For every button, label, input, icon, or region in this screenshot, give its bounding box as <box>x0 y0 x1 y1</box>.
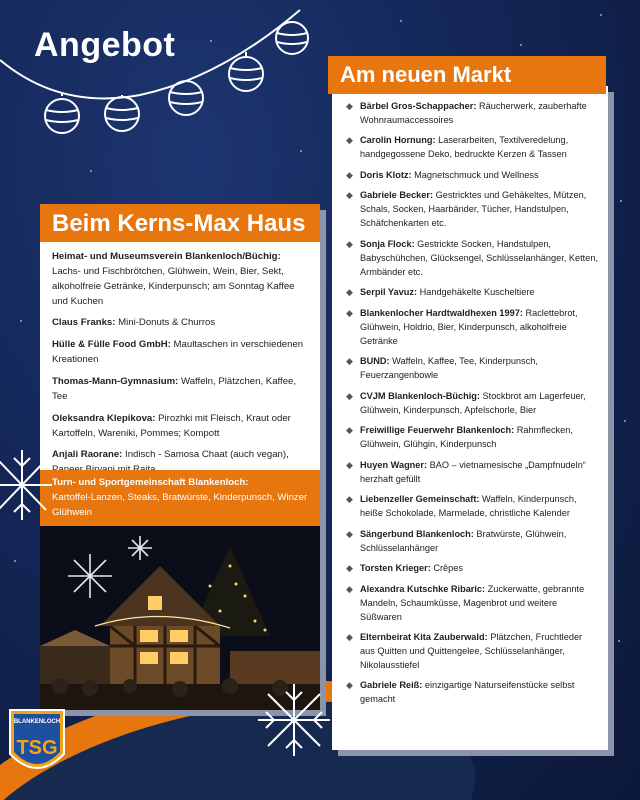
list-item <box>340 631 598 673</box>
list-item <box>340 307 598 349</box>
vendor-offer: Kartoffel-Lanzen, Steaks, Bratwürste, Kinderpunsch, Winzer Glühwein <box>52 491 308 518</box>
vendor-offer: Pirozhki mit Fleisch, Kraut oder Kartoffeln, Wareniki, Pommes; Kompott <box>52 412 291 439</box>
bullet-icon: ◆ <box>346 190 353 201</box>
vendor-name: Huyen Wagner: <box>360 459 428 470</box>
list-item <box>52 338 308 368</box>
logo-letters: TSG <box>16 737 58 759</box>
vendor-offer: Crêpes <box>430 563 463 574</box>
bauble-icon <box>105 97 139 131</box>
list-item <box>340 459 598 487</box>
snowflake-icon <box>254 680 334 760</box>
bullet-icon: ◆ <box>346 287 353 298</box>
vendor-offer: Handgehäkelte Kuscheltiere <box>417 287 535 298</box>
bullet-icon: ◆ <box>346 563 353 574</box>
highlight-entry <box>40 470 320 526</box>
bullet-icon: ◆ <box>346 680 353 691</box>
vendor-name: Elternbeirat Kita Zauberwald: <box>360 632 488 643</box>
vendor-offer: Raclettebrot, Glühwein, Holdrio, Bier, Kinderpunsch, alkoholfreie Getränke <box>360 307 578 346</box>
vendor-offer: Indisch - Samosa Chaat (auch vegan), <box>125 449 289 461</box>
vendor-name: Doris Klotz: <box>360 169 412 180</box>
vendor-offer: Magnetschmuck und Wellness <box>411 169 539 180</box>
vendor-name: CVJM Blankenloch-Büchig: <box>360 390 480 401</box>
vendor-name: Serpil Yavuz: <box>360 287 418 298</box>
vendor-name: Gabriele Becker: <box>360 190 434 201</box>
vendor-name: Freiwillige Feuerwehr Blankenloch: <box>360 425 515 436</box>
snowflake-icon <box>0 440 60 530</box>
bauble-icon <box>169 81 203 115</box>
vendor-name: Anjali Raorane: <box>52 449 123 461</box>
list-item <box>340 562 598 576</box>
list-item <box>340 189 598 231</box>
list-item <box>340 238 598 280</box>
list-item <box>52 316 308 331</box>
tsg-logo <box>6 704 68 784</box>
vendor-offer: Rahmflecken, Glühwein, Glühgin, Kinderpunsch <box>360 425 573 450</box>
vendor-name: Oleksandra Klepikova: <box>52 412 156 424</box>
list-item <box>340 528 598 556</box>
vendor-offer: Waffeln, Kinderpunsch, heiße Schokolade, Marmelade, christliche Kalender <box>360 494 577 519</box>
list-item <box>340 493 598 521</box>
bullet-icon: ◆ <box>346 425 353 436</box>
list-item <box>340 100 598 128</box>
bullet-icon: ◆ <box>346 459 353 470</box>
vendor-name: Hülle & Fülle Food GmbH: <box>52 339 171 351</box>
bullet-icon: ◆ <box>346 632 353 643</box>
vendor-name: Carolin Hornung: <box>360 135 436 146</box>
list-item <box>340 286 598 300</box>
list-item <box>340 679 598 707</box>
list-item <box>340 390 598 418</box>
vendor-offer: Bratwürste, Glühwein, Schlüsselanhänger <box>360 528 567 553</box>
list-item <box>52 412 308 442</box>
list-item <box>340 169 598 183</box>
left-panel <box>40 204 320 710</box>
vendor-offer: Räucherwerk, zauberhafte Wohnraumaccessoires <box>360 101 587 125</box>
logo-arc-text: BLANKENLOCH <box>13 719 61 725</box>
vendor-offer: einzigartige Naturseifenstücke selbst gemacht <box>360 680 575 705</box>
bullet-icon: ◆ <box>346 390 353 401</box>
vendor-offer: Mini-Donuts & Churros <box>115 317 216 329</box>
vendor-offer: Gestricktes und Gehäkeltes, Mützen, Schals, Socken, Haarbänder, Tücher, Handstulpen, Schäfchenkarten etc. <box>360 190 587 229</box>
vendor-offer: Plätzchen, Fruchtleder aus Quitten und Quittengelee, Schlüsselanhänger, Nikolausstiefel <box>360 632 583 670</box>
vendor-offer: Waffeln, Plätzchen, Kaffee, Tee <box>52 376 297 402</box>
bullet-icon: ◆ <box>346 169 353 180</box>
vendor-name: Alexandra Kutschke Ribaric: <box>360 583 486 594</box>
vendor-name: Thomas-Mann-Gymnasium: <box>52 376 179 388</box>
vendor-name: Claus Franks: <box>52 317 116 329</box>
page-title: Angebot <box>34 26 176 64</box>
bauble-icon <box>229 57 263 91</box>
vendor-name: Sonja Flock: <box>360 238 415 249</box>
list-item <box>340 134 598 162</box>
vendor-offer: Gestrickte Socken, Handstulpen, Babyschühchen, Glücksengel, Schlüsselanhänger, Ketten, Armbänder etc. <box>360 238 599 277</box>
vendor-offer: Maultaschen in verschiedenen Kreationen <box>52 339 304 366</box>
bullet-icon: ◆ <box>346 494 353 505</box>
vendor-offer: Waffeln, Kaffee, Tee, Kinderpunsch, Feuerzangenbowle <box>360 356 538 381</box>
bullet-icon: ◆ <box>346 135 353 146</box>
right-heading: Am neuen Markt <box>328 56 606 94</box>
bauble-icon <box>276 22 308 54</box>
vendor-name: Liebenzeller Gemeinschaft: <box>360 494 480 505</box>
vendor-name: Bärbel Gros-Schappacher: <box>360 101 477 111</box>
vendor-offer: Zuckerwatte, gebrannte Mandeln, Schaumküsse, Magenbrot und weitere Süßwaren <box>360 583 585 622</box>
bullet-icon: ◆ <box>346 238 353 249</box>
vendor-name: BUND: <box>360 356 390 367</box>
ornament-garland <box>0 0 320 160</box>
vendor-offer: Laserarbeiten, Textilveredelung, handgegossene Deko, bedruckte Kerzen & Tassen <box>360 135 569 160</box>
vendor-name: Torsten Krieger: <box>360 563 431 574</box>
vendor-name: Turn- und Sportgemeinschaft Blankenloch: <box>52 477 249 488</box>
vendor-name: Heimat- und Museumsverein Blankenloch/Büchig: <box>52 251 281 262</box>
vendor-offer: Stockbrot am Lagerfeuer, Glühwein, Kinderpunsch, Apfelschorle, Bier <box>360 390 586 415</box>
list-item <box>52 375 308 405</box>
vendor-name: Gabriele Reiß: <box>360 680 423 691</box>
list-item <box>52 250 308 309</box>
list-item <box>340 355 598 383</box>
vendor-name: Blankenlocher Hardtwaldhexen 1997: <box>360 307 523 318</box>
vendor-name: Sängerbund Blankenloch: <box>360 528 474 539</box>
right-entry-list <box>340 100 598 714</box>
bullet-icon: ◆ <box>346 307 353 318</box>
left-heading: Beim Kerns-Max Haus <box>40 204 320 242</box>
bullet-icon: ◆ <box>346 356 353 367</box>
bullet-icon: ◆ <box>346 583 353 594</box>
bauble-icon <box>45 99 79 133</box>
vendor-offer: Lachs- und Fischbrötchen, Glühwein, Wein, Bier, Sekt, alkoholfreie Getränke, Kinderpunsch; am Sonntag Kaffee und Kuchen <box>52 265 295 307</box>
list-item <box>340 583 598 625</box>
list-item <box>340 424 598 452</box>
bullet-icon: ◆ <box>346 101 353 111</box>
bullet-icon: ◆ <box>346 528 353 539</box>
left-entry-list <box>40 242 320 478</box>
vendor-offer: BAO – vietnamesische „Dampfnudeln“ herzhaft gefüllt <box>360 459 586 484</box>
